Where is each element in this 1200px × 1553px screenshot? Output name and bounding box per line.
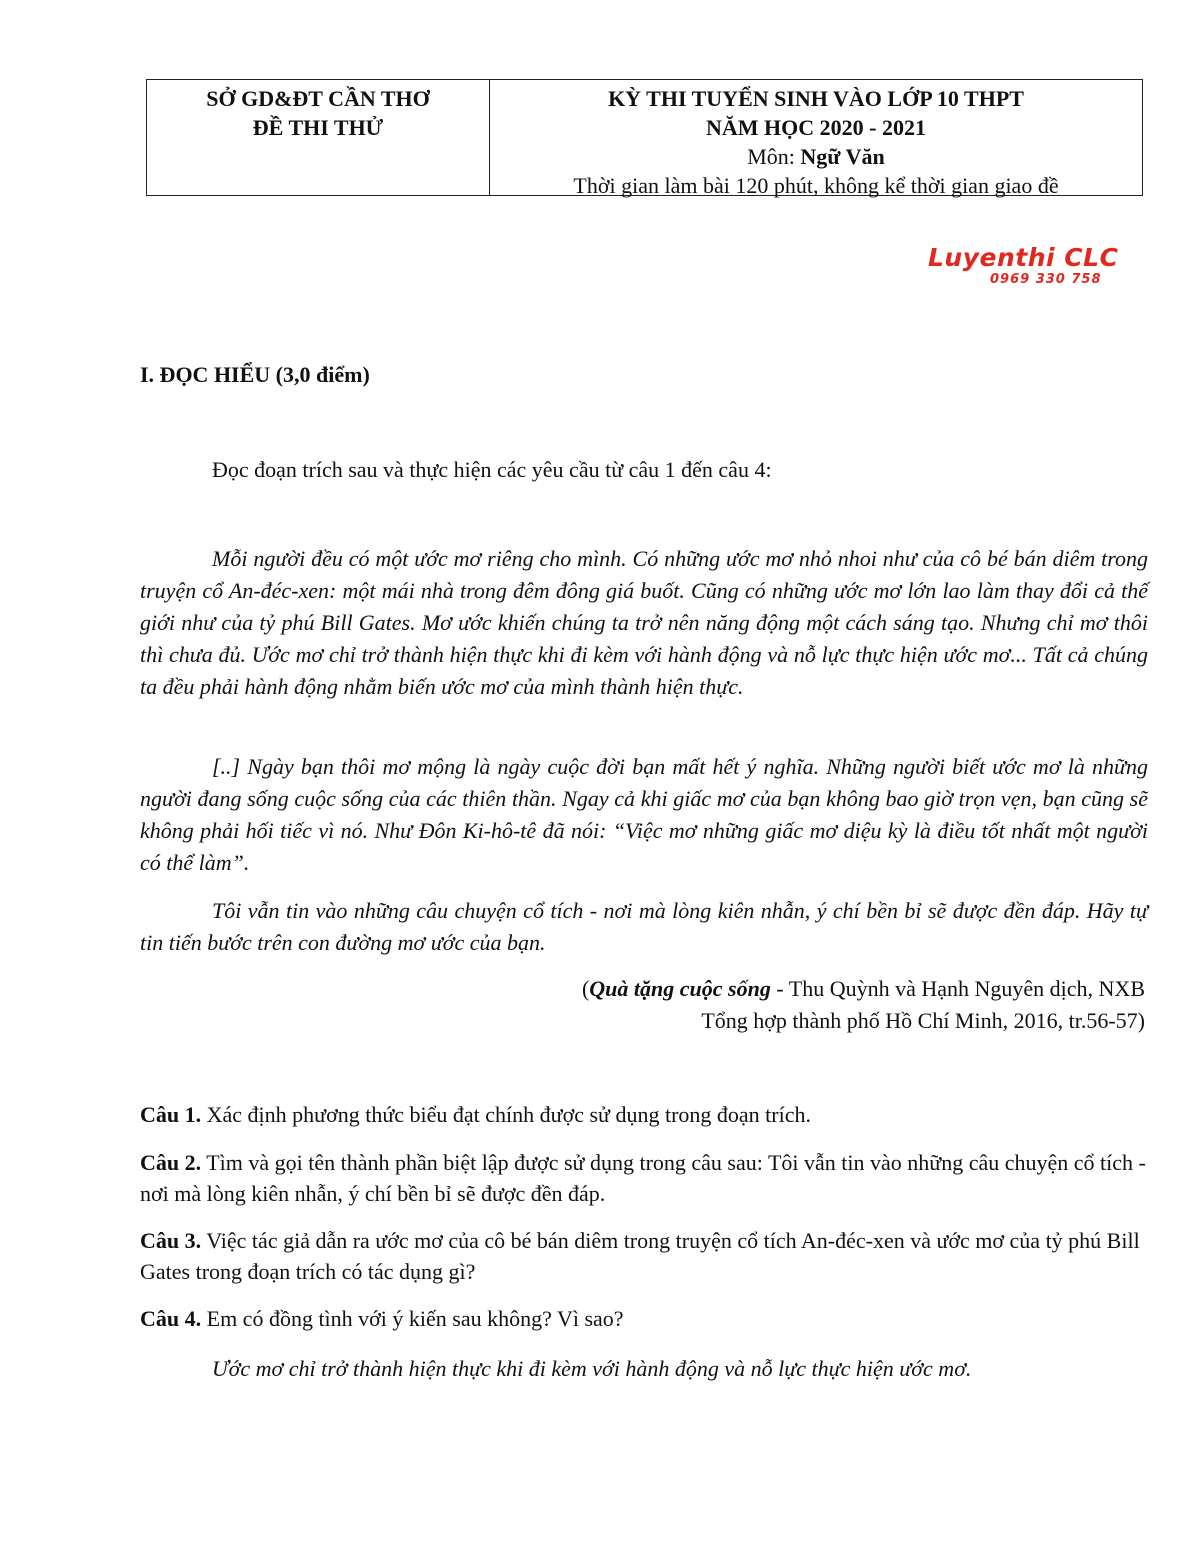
question-1 bbox=[140, 1099, 1150, 1130]
logo-phone: 0969 330 758 bbox=[990, 272, 1102, 287]
logo-name: Luyenthi CLC bbox=[928, 243, 1119, 272]
source-line-2: Tổng hợp thành phố Hồ Chí Minh, 2016, tr.56-57) bbox=[701, 1008, 1145, 1033]
passage-paragraph-3: Tôi vẫn tin vào những câu chuyện cổ tích - nơi mà lòng kiên nhẫn, ý chí bền bỉ sẽ được đền đáp. Hãy tự tin tiến bước trên con đường mơ ước của bạn. bbox=[140, 898, 1148, 955]
source-citation bbox=[445, 973, 1145, 1037]
source-open-paren: ( bbox=[581, 976, 590, 1001]
exam-title: KỲ THI TUYỂN SINH VÀO LỚP 10 THPT bbox=[608, 86, 1024, 111]
question-label: Câu 4. bbox=[140, 1306, 202, 1331]
source-title: Quà tặng cuộc sống bbox=[589, 976, 771, 1001]
question-label: Câu 1. bbox=[140, 1102, 202, 1127]
question-text: Xác định phương thức biểu đạt chính được sử dụng trong đoạn trích. bbox=[201, 1102, 811, 1127]
question-2 bbox=[140, 1147, 1150, 1209]
header-left-cell bbox=[147, 80, 490, 195]
question-text: Tìm và gọi tên thành phần biệt lập được sử dụng trong câu sau: Tôi vẫn tin vào những câu chuyện cổ tích - nơi mà lòng kiên nhẫn, ý chí bền bỉ sẽ được đền đáp. bbox=[140, 1150, 1146, 1206]
school-year: NĂM HỌC 2020 - 2021 bbox=[706, 115, 926, 140]
passage-paragraph-1: Mỗi người đều có một ước mơ riêng cho mình. Có những ước mơ nhỏ nhoi như của cô bé bán diêm trong truyện cổ An-đéc-xen: một mái nhà trong đêm đông giá buốt. Cũng có những ước mơ lớn lao làm thay đổi cả thế giới như của tỷ phú Bill Gates. Mơ ước khiến chúng ta trở nên năng động một cách sáng tạo. Nhưng chỉ mơ thôi thì chưa đủ. Ước mơ chỉ trở thành hiện thực khi đi kèm với hành động và nỗ lực thực hiện ước mơ... Tất cả chúng ta đều phải hành động nhằm biến ước mơ của mình thành hiện thực. bbox=[140, 546, 1148, 699]
watermark-logo bbox=[928, 244, 1148, 292]
question-label: Câu 2. bbox=[140, 1150, 202, 1175]
time-note: Thời gian làm bài 120 phút, không kể thời gian giao đề bbox=[573, 173, 1059, 198]
subject-label: Môn: bbox=[747, 144, 801, 169]
question-3 bbox=[140, 1225, 1150, 1287]
question-text: Em có đồng tình với ý kiến sau không? Vì sao? bbox=[201, 1306, 624, 1331]
source-line-1 bbox=[445, 973, 1145, 1005]
exam-type: ĐỀ THI THỬ bbox=[252, 115, 384, 140]
header-right-cell bbox=[490, 80, 1142, 198]
opinion-quote: Ước mơ chỉ trở thành hiện thực khi đi kèm với hành động và nỗ lực thực hiện ước mơ. bbox=[212, 1356, 972, 1381]
instruction-text: Đọc đoạn trích sau và thực hiện các yêu cầu từ câu 1 đến câu 4: bbox=[212, 457, 772, 482]
source-translators: - Thu Quỳnh và Hạnh Nguyên dịch, NXB bbox=[770, 976, 1145, 1001]
question-label: Câu 3. bbox=[140, 1228, 202, 1253]
question-4 bbox=[140, 1303, 1150, 1334]
question-text: Việc tác giả dẫn ra ước mơ của cô bé bán diêm trong truyện cổ tích An-đéc-xen và ước mơ của tỷ phú Bill Gates trong đoạn trích có tác dụng gì? bbox=[140, 1228, 1140, 1284]
passage-paragraph-2: [..] Ngày bạn thôi mơ mộng là ngày cuộc đời bạn mất hết ý nghĩa. Những người biết ước mơ là những người đang sống cuộc sống của các thiên thần. Ngay cả khi giấc mơ của bạn không bao giờ trọn vẹn, bạn cũng sẽ không phải hối tiếc vì nó. Như Đôn Ki-hô-tê đã nói: “Việc mơ những giấc mơ diệu kỳ là điều tốt nhất một người có thể làm”. bbox=[140, 754, 1148, 875]
department-name: SỞ GD&ĐT CẦN THƠ bbox=[206, 86, 430, 111]
header-table bbox=[146, 79, 1143, 196]
subject-line bbox=[490, 142, 1142, 171]
section-heading: I. ĐỌC HIỂU (3,0 điểm) bbox=[140, 362, 370, 387]
subject-name: Ngữ Văn bbox=[800, 144, 885, 169]
